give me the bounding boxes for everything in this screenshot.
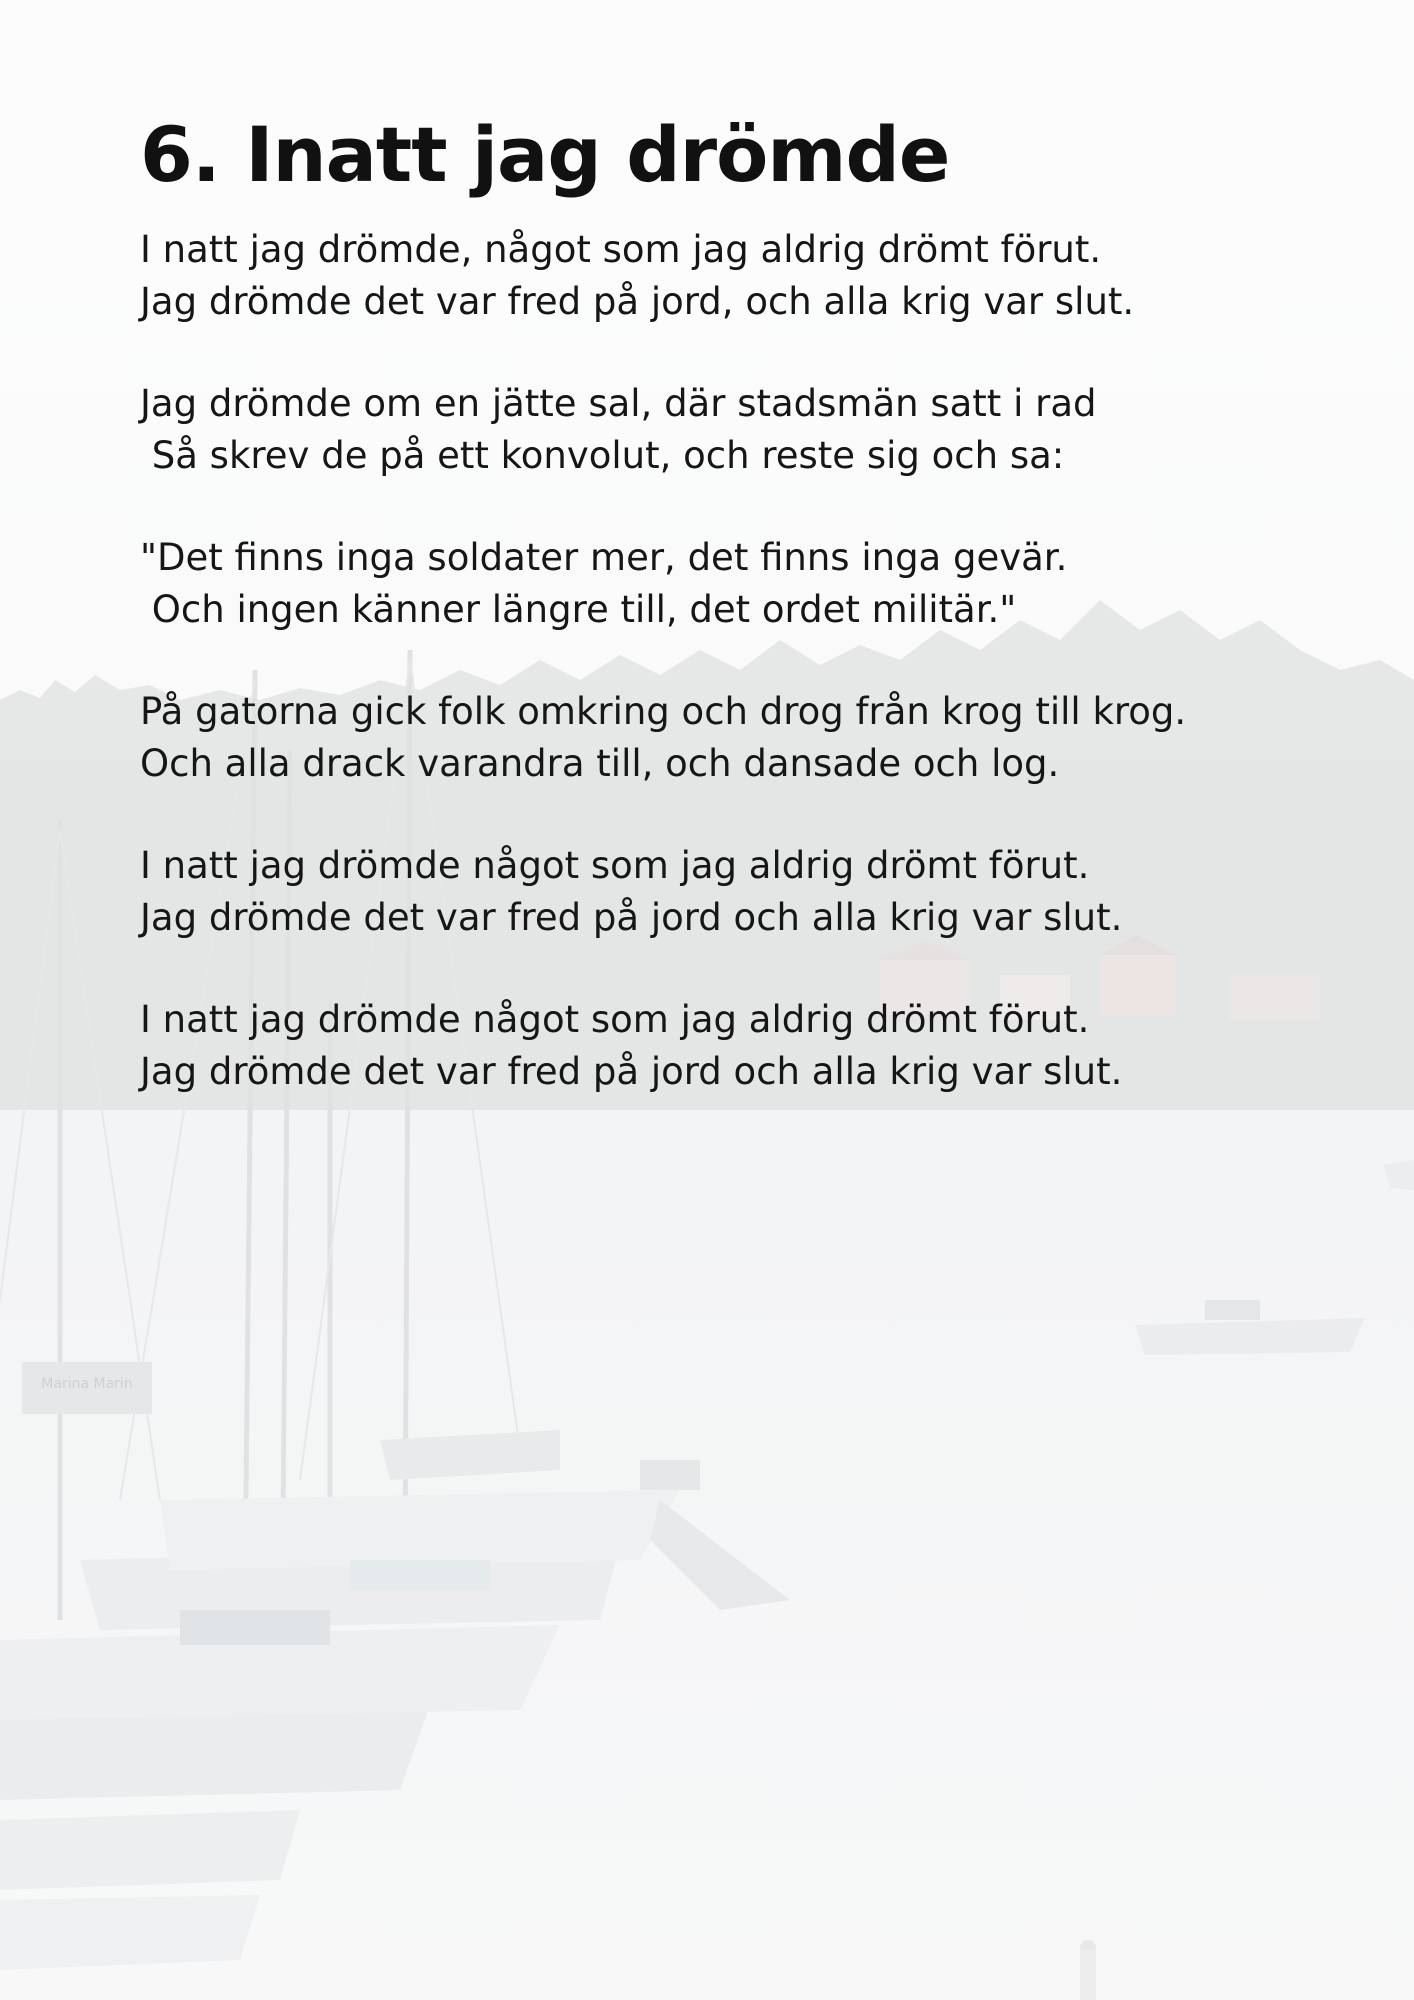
lyric-line: Så skrev de på ett konvolut, och reste sig och sa: [140,433,1065,477]
lyric-line: Jag drömde det var fred på jord, och alla krig var slut. [140,279,1135,323]
marina-sign-text: Marina Marin [41,1376,133,1392]
lyric-line: På gatorna gick folk omkring och drog från krog till krog. [140,690,1187,733]
stanza-4 [140,686,1320,789]
lyric-line: Jag drömde det var fred på jord och alla krig var slut. [140,895,1123,939]
lyric-line: "Det finns inga soldater mer, det finns inga gevär. [140,536,1068,579]
lyrics [140,224,1320,1097]
stanza-2 [140,378,1320,481]
lyric-line: I natt jag drömde, något som jag aldrig drömt förut. [140,228,1102,271]
song-title: 6. Inatt jag drömde [140,110,950,199]
stanza-1 [140,224,1320,327]
lyric-line: Jag drömde det var fred på jord och alla krig var slut. [140,1049,1123,1093]
lyric-line: I natt jag drömde något som jag aldrig drömt förut. [140,844,1090,887]
stanza-3 [140,532,1320,635]
song-content [140,110,1320,1148]
stanza-5 [140,840,1320,943]
lyric-line: Och alla drack varandra till, och dansade och log. [140,741,1060,785]
stanza-6 [140,994,1320,1097]
lyric-line: Och ingen känner längre till, det ordet militär." [140,587,1017,631]
lyric-line: I natt jag drömde något som jag aldrig drömt förut. [140,998,1090,1041]
lyric-line: Jag drömde om en jätte sal, där stadsmän satt i rad [140,382,1097,425]
